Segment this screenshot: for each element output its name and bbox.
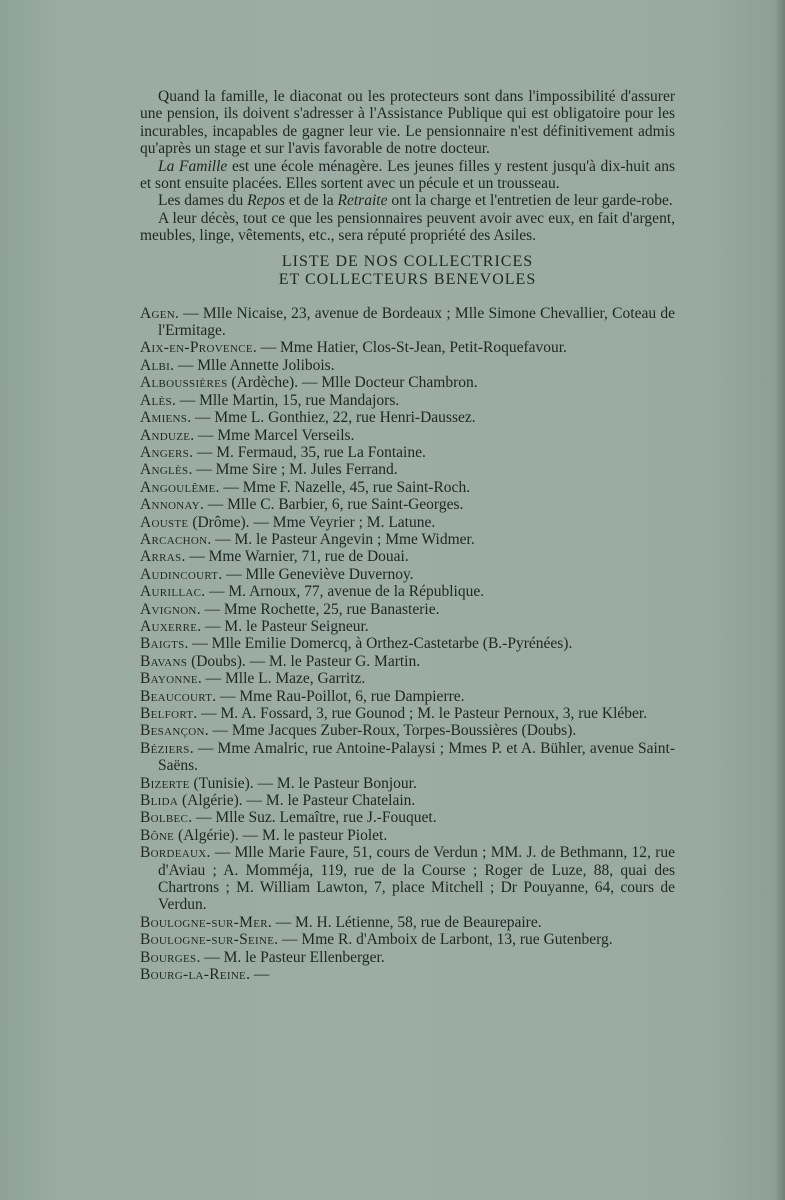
intro-emphasis: La Famille [158, 157, 228, 175]
collector-details: . — Mlle Suz. Lemaître, rue J.-Fouquet. [188, 809, 437, 827]
intro-text: Quand la famille, le diaconat ou les protecteurs sont dans l'impossibilité d'assurer une pension, ils doivent s'adresser à l'Assistance Publique qui est obligatoire pour les incurables, incapables de gagner leur vie. Le pensionnaire n'est définitivement admis qu'après un stage et sur l'avis favorable de notre docteur. [140, 88, 675, 158]
city-name: Aurillac [140, 583, 202, 601]
collector-details: (Algérie). — M. le Pasteur Chatelain. [178, 792, 416, 810]
collector-details: (Doubs). — M. le Pasteur G. Martin. [187, 652, 421, 670]
city-name: Béziers [140, 739, 190, 757]
list-item [140, 740, 675, 775]
city-name: Avignon [140, 600, 197, 618]
city-name: Angoulême [140, 478, 216, 496]
city-name: Baigts [140, 635, 185, 653]
city-name: Bourges [140, 948, 197, 966]
city-name: Alès [140, 391, 172, 409]
city-name: Aouste [140, 513, 189, 531]
collector-details: . — Mme Hatier, Clos-St-Jean, Petit-Roquefavour. [252, 339, 567, 357]
city-name: Bizerte [140, 774, 190, 792]
city-name: Anduze [140, 426, 191, 444]
list-item [140, 392, 675, 409]
city-name: Anglès [140, 461, 189, 479]
city-name: Aix-en-Provence [140, 339, 253, 357]
heading-line-2: ET COLLECTEURS BENEVOLES [278, 270, 537, 288]
city-name: Bavans [140, 652, 188, 670]
collector-details: . — Mme Warnier, 71, rue de Douai. [181, 548, 409, 566]
list-item [140, 339, 675, 356]
collector-details: . — Mme Marcel Verseils. [190, 426, 355, 444]
city-name: Arcachon [140, 530, 208, 548]
list-item [140, 496, 675, 513]
collector-details: . — Mlle Annette Jolibois. [170, 356, 335, 374]
city-name: Boulogne-sur-Seine [140, 931, 275, 949]
list-item [140, 653, 675, 670]
collector-details: . — Mlle Emilie Domercq, à Orthez-Castetarbe (B.-Pyrénées). [184, 635, 573, 653]
list-item [140, 444, 675, 461]
city-name: Arras [140, 548, 182, 566]
list-item [140, 409, 675, 426]
list-item [140, 357, 675, 374]
list-item [140, 635, 675, 652]
city-name: Boulogne-sur-Mer [140, 913, 268, 931]
heading-line-1: LISTE DE NOS COLLECTRICES [281, 252, 534, 270]
city-name: Angers [140, 443, 190, 461]
city-name: Auxerre [140, 617, 198, 635]
list-item [140, 931, 675, 948]
collector-details: . — Mme L. Gonthiez, 22, rue Henri-Daussez. [187, 409, 476, 427]
list-item [140, 461, 675, 478]
collector-details: . — Mme Sire ; M. Jules Ferrand. [188, 461, 398, 479]
city-name: Bordeaux [140, 844, 207, 862]
list-item [140, 966, 675, 983]
intro-text: Les dames du [158, 192, 248, 210]
intro-paragraph [140, 88, 675, 158]
list-item [140, 583, 675, 600]
list-item [140, 548, 675, 565]
city-name: Amiens [140, 409, 188, 427]
collector-details: . — Mlle Martin, 15, rue Mandajors. [171, 391, 400, 409]
intro-text: A leur décès, tout ce que les pensionnaires peuvent avoir avec eux, en fait d'argent, meubles, linge, vêtements, etc., sera réputé propriété des Asiles. [140, 209, 675, 245]
city-name: Blida [140, 792, 179, 810]
city-name: Beaucourt [140, 687, 213, 705]
collector-details: . — M. le Pasteur Ellenberger. [196, 948, 385, 966]
page-edge-shadow [775, 0, 785, 1200]
list-item [140, 775, 675, 792]
list-item [140, 374, 675, 391]
intro-text: et de la [285, 192, 338, 210]
collector-details: (Tunisie). — M. le Pasteur Bonjour. [189, 774, 417, 792]
list-item [140, 531, 675, 548]
collector-details: (Algérie). — M. le pasteur Piolet. [174, 826, 388, 844]
collector-details: . — [246, 966, 270, 984]
collector-details: (Ardèche). — Mlle Docteur Chambron. [227, 374, 478, 392]
list-item [140, 566, 675, 583]
collector-list [140, 305, 675, 984]
intro-paragraph [140, 192, 675, 209]
collector-details: . — Mlle Nicaise, 23, avenue de Bordeaux ; Mlle Simone Chevallier, Coteau de l'Ermitage. [158, 304, 675, 340]
collector-details: . — Mlle Marie Faure, 51, cours de Verdun ; MM. J. de Bethmann, 12, rue d'Aviau ; A. Momméja, 119, rue de la Course ; Roger de Luze, 88, quai des Chartrons ; M. William Lawton, 7, place Mitchell ; Dr Pouyanne, 64, cours de Verdun. [158, 844, 675, 914]
list-item [140, 514, 675, 531]
city-name: Bayonne [140, 670, 198, 688]
list-item [140, 670, 675, 687]
intro-emphasis: Retraite [337, 192, 388, 210]
collector-details: . — Mme Rochette, 25, rue Banasterie. [196, 600, 440, 618]
collector-details: . — Mme R. d'Amboix de Larbont, 13, rue Gutenberg. [274, 931, 613, 949]
list-item [140, 305, 675, 340]
city-name: Bône [140, 826, 175, 844]
list-item [140, 688, 675, 705]
collector-details: . — M. le Pasteur Angevin ; Mme Widmer. [207, 530, 475, 548]
city-name: Belfort [140, 705, 194, 722]
collector-details: . — Mlle C. Barbier, 6, rue Saint-Georges. [199, 496, 464, 514]
list-item [140, 844, 675, 914]
list-item [140, 705, 675, 722]
document-body [140, 88, 675, 984]
city-name: Annonay [140, 496, 200, 514]
city-name: Besançon [140, 722, 205, 740]
list-item [140, 914, 675, 931]
collector-details: . — Mme F. Nazelle, 45, rue Saint-Roch. [215, 478, 471, 496]
list-item [140, 792, 675, 809]
list-item [140, 601, 675, 618]
city-name: Audincourt [140, 565, 219, 583]
city-name: Alboussières [140, 374, 228, 392]
intro-text: ont la charge et l'entretien de leur garde-robe. [387, 192, 673, 210]
intro-section [140, 88, 675, 245]
collector-details: . — Mme Jacques Zuber-Roux, Torpes-Boussières (Doubs). [204, 722, 577, 740]
list-item [140, 618, 675, 635]
list-item [140, 479, 675, 496]
collector-details: . — M. H. Létienne, 58, rue de Beaurepaire. [267, 913, 542, 931]
intro-paragraph [140, 210, 675, 245]
city-name: Agen [140, 304, 176, 322]
intro-emphasis: Repos [247, 192, 285, 210]
city-name: Albi [140, 356, 171, 374]
list-item [140, 809, 675, 826]
collector-details: . — M. le Pasteur Seigneur. [197, 617, 369, 635]
collector-details: (Drôme). — Mme Veyrier ; M. Latune. [188, 513, 436, 531]
collector-details: . — M. Fermaud, 35, rue La Fontaine. [189, 443, 426, 461]
collector-details: . — M. A. Fossard, 3, rue Gounod ; M. le Pasteur Pernoux, 3, rue Kléber. [193, 705, 648, 722]
collector-details: . — Mlle Geneviève Duvernoy. [218, 565, 414, 583]
list-item [140, 427, 675, 444]
intro-text: est une école ménagère. Les jeunes filles y restent jusqu'à dix-huit ans et sont ensuite placées. Elles sortent avec un pécule et un trousseau. [140, 157, 675, 193]
city-name: Bolbec [140, 809, 189, 827]
intro-paragraph [140, 158, 675, 193]
list-heading [140, 253, 675, 289]
collector-details: . — M. Arnoux, 77, avenue de la République. [201, 583, 485, 601]
list-item [140, 827, 675, 844]
list-item [140, 949, 675, 966]
list-item [140, 722, 675, 739]
city-name: Bourg-la-Reine [140, 966, 247, 984]
collector-details: . — Mme Rau-Poillot, 6, rue Dampierre. [212, 687, 465, 705]
collector-details: . — Mme Amalric, rue Antoine-Palaysi ; Mmes P. et A. Bühler, avenue Saint-Saëns. [158, 739, 675, 775]
collector-details: . — Mlle L. Maze, Garritz. [197, 670, 366, 688]
